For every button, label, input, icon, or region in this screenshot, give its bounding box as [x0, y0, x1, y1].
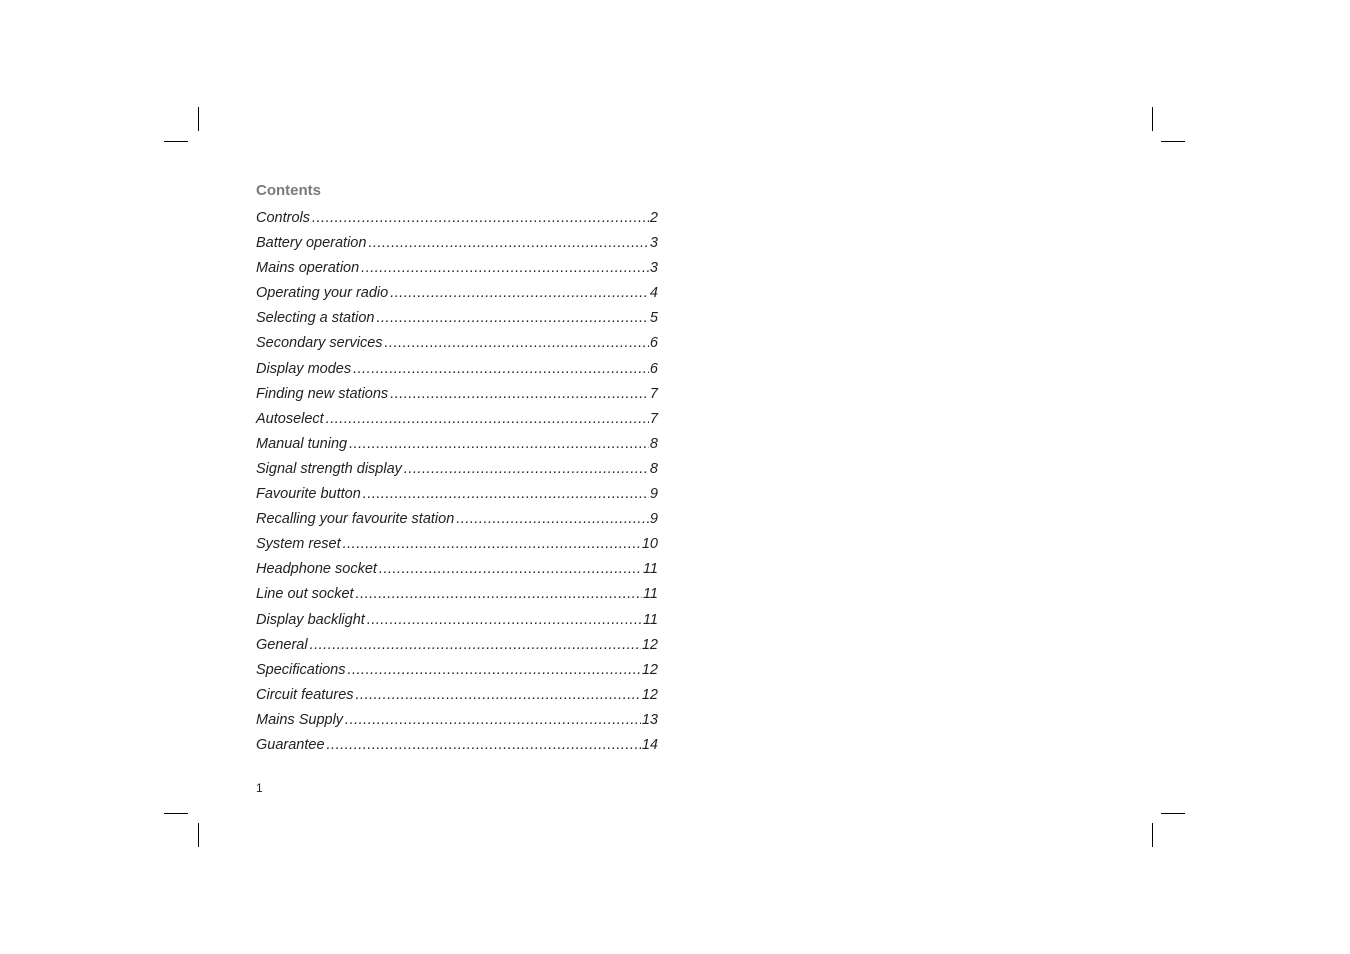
- toc-entry-title: Battery operation: [256, 235, 367, 252]
- toc-dot-leader: [347, 658, 640, 683]
- toc-entry[interactable]: [256, 306, 658, 331]
- toc-entry[interactable]: [256, 532, 658, 557]
- toc-dot-leader: [327, 733, 641, 758]
- toc-dot-leader: [312, 206, 649, 231]
- toc-dot-leader: [361, 256, 649, 281]
- toc-dot-leader: [349, 432, 649, 457]
- toc-dot-leader: [385, 331, 649, 356]
- toc-entry-page: 8: [649, 435, 658, 452]
- toc-entry[interactable]: [256, 382, 658, 407]
- toc-dot-leader: [356, 582, 642, 607]
- toc-entry-page: 8: [649, 460, 658, 477]
- toc-entry[interactable]: [256, 733, 658, 758]
- toc-entry-title: Line out socket: [256, 586, 354, 603]
- crop-mark-top-left-horizontal: [164, 141, 188, 142]
- toc-dot-leader: [367, 608, 642, 633]
- crop-mark-top-right-vertical: [1152, 107, 1153, 131]
- toc-entry[interactable]: [256, 281, 658, 306]
- toc-entry-page: 10: [641, 536, 658, 553]
- toc-entry[interactable]: [256, 582, 658, 607]
- toc-entry-page: 13: [641, 711, 658, 728]
- toc-dot-leader: [404, 457, 649, 482]
- crop-mark-bottom-right-vertical: [1152, 823, 1153, 847]
- toc-entry-page: 14: [641, 736, 658, 753]
- crop-mark-bottom-right-horizontal: [1161, 813, 1185, 814]
- toc-entry-page: 3: [649, 260, 658, 277]
- toc-entry-page: 12: [641, 661, 658, 678]
- toc-dot-leader: [379, 557, 642, 582]
- toc-dot-leader: [377, 306, 649, 331]
- toc-dot-leader: [353, 357, 649, 382]
- toc-entry[interactable]: [256, 482, 658, 507]
- toc-dot-leader: [390, 281, 649, 306]
- toc-entry[interactable]: [256, 608, 658, 633]
- toc-entry-title: Specifications: [256, 661, 346, 678]
- toc-dot-leader: [345, 708, 641, 733]
- toc-entry-title: Manual tuning: [256, 435, 348, 452]
- toc-entry-page: 7: [649, 385, 658, 402]
- toc-dot-leader: [456, 507, 649, 532]
- toc-dot-leader: [356, 683, 641, 708]
- toc-dot-leader: [310, 633, 641, 658]
- toc-dot-leader: [363, 482, 649, 507]
- toc-entry[interactable]: [256, 432, 658, 457]
- toc-entry-page: 3: [649, 235, 658, 252]
- crop-mark-top-right-horizontal: [1161, 141, 1185, 142]
- crop-mark-top-left-vertical: [198, 107, 199, 131]
- toc-entry-page: 6: [649, 360, 658, 377]
- toc-entry[interactable]: [256, 633, 658, 658]
- toc-entry[interactable]: [256, 507, 658, 532]
- toc-entry-title: System reset: [256, 536, 341, 553]
- toc-entry[interactable]: [256, 557, 658, 582]
- toc-entry-title: Signal strength display: [256, 460, 402, 477]
- toc-entry-page: 7: [649, 410, 658, 427]
- toc-entry[interactable]: [256, 231, 658, 256]
- toc-entry-title: Secondary services: [256, 335, 383, 352]
- toc-entry-title: Operating your radio: [256, 285, 389, 302]
- toc-entry-title: Circuit features: [256, 686, 354, 703]
- toc-entry-page: 12: [641, 686, 658, 703]
- toc-entry[interactable]: [256, 331, 658, 356]
- toc-entry-title: General: [256, 636, 308, 653]
- toc-entry-title: Favourite button: [256, 486, 361, 503]
- contents-heading: Contents: [256, 182, 321, 199]
- toc-entry-title: Display modes: [256, 360, 352, 377]
- toc-entry-title: Finding new stations: [256, 385, 389, 402]
- toc-entry-page: 11: [642, 611, 658, 628]
- toc-entry[interactable]: [256, 457, 658, 482]
- toc-entry-title: Mains operation: [256, 260, 360, 277]
- crop-mark-bottom-left-vertical: [198, 823, 199, 847]
- crop-mark-bottom-left-horizontal: [164, 813, 188, 814]
- toc-entry-page: 2: [649, 210, 658, 226]
- toc-entry[interactable]: [256, 683, 658, 708]
- toc-entry-title: Autoselect: [256, 410, 324, 427]
- toc-entry-page: 11: [642, 586, 658, 603]
- toc-entry[interactable]: [256, 357, 658, 382]
- toc-entry-title: Guarantee: [256, 736, 325, 753]
- toc-entry-page: 4: [649, 285, 658, 302]
- toc-dot-leader: [368, 231, 648, 256]
- toc-entry-title: Headphone socket: [256, 561, 377, 578]
- toc-entry[interactable]: [256, 658, 658, 683]
- toc-dot-leader: [326, 407, 649, 432]
- toc-entry[interactable]: [256, 206, 658, 231]
- toc-entry-page: 9: [649, 511, 658, 528]
- toc-entry-page: 6: [649, 335, 658, 352]
- page-number: 1: [256, 781, 263, 795]
- table-of-contents: [256, 206, 658, 758]
- toc-entry-page: 12: [641, 636, 658, 653]
- toc-dot-leader: [390, 382, 649, 407]
- toc-entry[interactable]: [256, 708, 658, 733]
- toc-entry-title: Display backlight: [256, 611, 365, 628]
- toc-entry-title: Mains Supply: [256, 711, 344, 728]
- toc-entry[interactable]: [256, 407, 658, 432]
- toc-entry-page: 9: [649, 486, 658, 503]
- toc-entry-title: Recalling your favourite station: [256, 511, 455, 528]
- toc-entry-title: Controls: [256, 210, 310, 226]
- toc-entry-page: 5: [649, 310, 658, 327]
- toc-entry-title: Selecting a station: [256, 310, 375, 327]
- toc-dot-leader: [343, 532, 641, 557]
- toc-entry-page: 11: [642, 561, 658, 578]
- toc-entry[interactable]: [256, 256, 658, 281]
